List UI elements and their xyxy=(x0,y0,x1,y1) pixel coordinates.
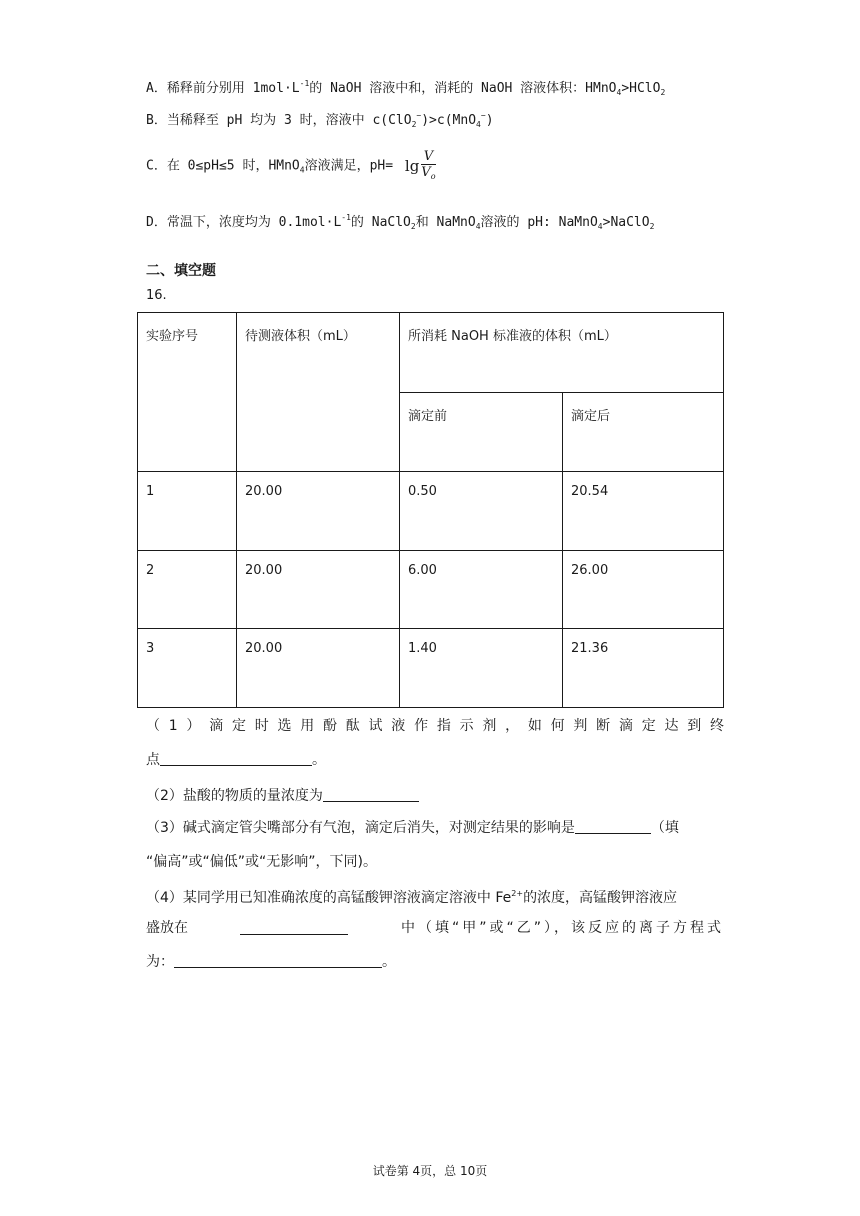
option-c-text: C．在 0≤pH≤5 时，HMnO xyxy=(146,158,300,174)
subscript: 2 xyxy=(411,120,417,129)
option-b-text: B．当稀释至 pH 均为 3 时，溶液中 c(ClO xyxy=(146,113,412,128)
option-d-text: 和 NaMnO xyxy=(415,215,476,230)
subscript: 4 xyxy=(475,222,481,231)
subscript: 2 xyxy=(660,88,666,97)
subscript: 4 xyxy=(616,88,622,97)
q3-line1 xyxy=(146,818,724,838)
header-before: 滴定前 xyxy=(400,393,563,472)
table-row xyxy=(138,551,724,629)
log-symbol: lg xyxy=(404,157,420,175)
q1-text: 。 xyxy=(312,752,326,768)
answer-blank-4[interactable] xyxy=(240,920,348,935)
option-d-text: 的 NaClO xyxy=(350,215,411,230)
subscript: 2 xyxy=(649,222,655,231)
option-d-text: 溶液的 pH: NaMnO xyxy=(480,215,598,230)
cell-before: 6.00 xyxy=(400,551,563,629)
option-c xyxy=(146,148,436,189)
option-b-text: )>c(MnO xyxy=(421,113,477,128)
fraction-denominator xyxy=(421,165,435,184)
section-title: 二、填空题 xyxy=(146,263,216,279)
table-row xyxy=(138,472,724,551)
q1-text: 点 xyxy=(146,752,160,768)
q4-text: 中（填“甲”或“乙”），该反应的离子方程式 xyxy=(400,920,724,936)
option-a-text: >HClO xyxy=(621,81,661,96)
q3-text: （填 xyxy=(650,820,679,836)
question-number: 16. xyxy=(146,288,167,303)
cell-after: 20.54 xyxy=(563,472,724,551)
cell-volume: 20.00 xyxy=(237,472,400,551)
answer-blank-1[interactable] xyxy=(160,751,312,766)
superscript: -1 xyxy=(341,213,351,222)
table-row xyxy=(138,629,724,708)
subscript: 4 xyxy=(597,222,603,231)
cell-after: 21.36 xyxy=(563,629,724,708)
cell-id: 3 xyxy=(138,629,237,708)
option-d xyxy=(146,208,654,237)
answer-blank-5[interactable] xyxy=(174,953,382,968)
superscript: − xyxy=(416,111,422,120)
cell-before: 0.50 xyxy=(400,472,563,551)
cell-volume: 20.00 xyxy=(237,629,400,708)
option-a-text: A．稀释前分别用 1mol·L xyxy=(146,81,300,96)
q4-text: 盛放在 xyxy=(146,920,188,936)
cell-before: 1.40 xyxy=(400,629,563,708)
header-experiment-no: 实验序号 xyxy=(138,313,237,472)
cell-after: 26.00 xyxy=(563,551,724,629)
subscript: 2 xyxy=(410,222,416,231)
cell-volume: 20.00 xyxy=(237,551,400,629)
fraction-numerator: V xyxy=(421,149,435,165)
superscript: -1 xyxy=(299,79,310,88)
q4-line3 xyxy=(146,952,724,972)
page-footer: 试卷第 4页，总 10页 xyxy=(372,1164,488,1178)
q2-text: （2）盐酸的物质的量浓度为 xyxy=(146,788,323,804)
option-a-text: 的 NaOH 溶液中和，消耗的 NaOH 溶液体积：HMnO xyxy=(309,81,617,96)
answer-blank-3[interactable] xyxy=(575,819,651,834)
option-c-text: 溶液满足，pH= xyxy=(304,158,394,174)
subscript: o xyxy=(430,171,436,181)
q1-line2 xyxy=(146,750,724,770)
q4-text: （4）某同学用已知准确浓度的高锰酸钾溶液滴定溶液中 Fe xyxy=(146,890,512,906)
q3-line2: “偏高”或“偏低”或“无影响”，下同)。 xyxy=(146,854,377,870)
q1-line1: （1）滴定时选用酚酞试液作指示剂，如何判断滴定达到终 xyxy=(146,718,724,734)
superscript: − xyxy=(480,111,486,120)
superscript: 2+ xyxy=(511,889,524,898)
option-d-text: D．常温下，浓度均为 0.1mol·L xyxy=(146,215,342,230)
titration-table xyxy=(137,312,724,708)
q2-line xyxy=(146,786,724,806)
cell-id: 2 xyxy=(138,551,237,629)
q4-text: 为： xyxy=(146,954,174,970)
option-b-text: ) xyxy=(485,113,494,128)
option-d-text: >NaClO xyxy=(602,215,650,230)
fraction-v-over-vo xyxy=(421,149,435,184)
header-after: 滴定后 xyxy=(563,393,724,472)
header-naoh-volume: 所消耗 NaOH 标准液的体积（mL） xyxy=(400,313,724,393)
subscript: 4 xyxy=(299,165,305,175)
fraction-denominator-text: V xyxy=(421,164,431,180)
q4-line2 xyxy=(146,918,724,938)
q3-text: （3）碱式滴定管尖嘴部分有气泡，滴定后消失，对测定结果的影响是 xyxy=(146,820,575,836)
answer-blank-2[interactable] xyxy=(323,787,419,802)
subscript: 4 xyxy=(476,120,481,129)
q4-line1 xyxy=(146,884,724,908)
cell-id: 1 xyxy=(138,472,237,551)
q4-text: 。 xyxy=(382,954,396,970)
option-b xyxy=(146,106,494,135)
header-sample-volume: 待测液体积（mL） xyxy=(237,313,400,472)
option-a xyxy=(146,74,665,103)
q4-text: 的浓度，高锰酸钾溶液应 xyxy=(523,890,678,906)
